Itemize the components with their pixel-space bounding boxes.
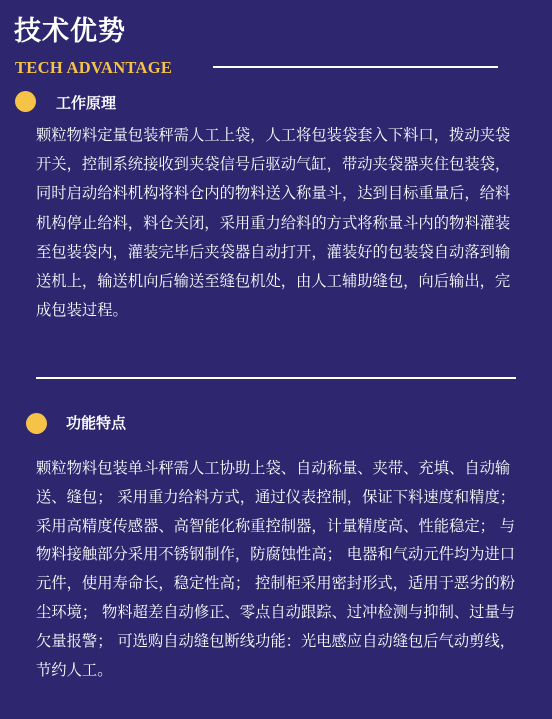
section-text-features: 颗粒物料包装单斗秤需人工协助上袋、自动称量、夹带、充填、自动输送、缝包； 采用重力给料方式，通过仪表控制，保证下料速度和精度； 采用高精度传感器、高智能化称重控制器，计量精度高、性能稳定； 与物料接触部分采用不锈钢制作，防腐蚀性高； 电器和气动元件均为进口元件，使用寿命长，稳定性高； 控制柜采用密封形式，适用于恶劣的粉尘环境； 物料超差自动修正、零点自动跟踪、过冲检测与抑制、过量与欠量报警； 可选购自动缝包断线功能：光电感应自动缝包后气动剪线，节约人工。 bbox=[36, 459, 516, 679]
section-divider bbox=[36, 377, 516, 379]
section-heading-working-principle: 工作原理 bbox=[56, 94, 117, 112]
title-rule bbox=[213, 66, 498, 68]
section-bullet-icon bbox=[26, 413, 47, 434]
section-text-working-principle: 颗粒物料定量包装秤需人工上袋，人工将包装袋套入下料口，拨动夹袋开关，控制系统接收到夹袋信号后驱动气缸，带动夹袋器夹住包装袋，同时启动给料机构将料仓内的物料送入称量斗，达到目标重量后，给料机构停止给料，料仓关闭，采用重力给料的方式将称量斗内的物料灌装至包装袋内，灌装完毕后夹袋器自动打开，灌装好的包装袋自动落到输送机上，输送机向后输送至缝包机处，由人工辅助缝包，向后输出，完成包装过程。 bbox=[36, 126, 511, 320]
page-subtitle: TECH ADVANTAGE bbox=[15, 58, 173, 77]
section-heading-features: 功能特点 bbox=[66, 414, 127, 432]
page-title: 技术优势 bbox=[14, 16, 126, 47]
section-bullet-icon bbox=[15, 91, 36, 112]
